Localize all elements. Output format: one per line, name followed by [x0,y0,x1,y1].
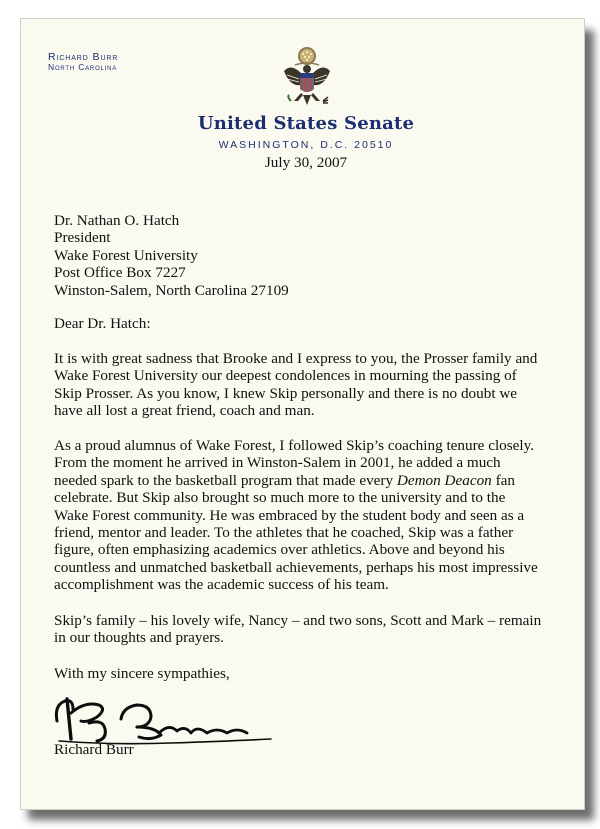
sender-name: Richard Burr [48,51,119,63]
letterhead-location: WASHINGTON, D.C. 20510 [218,139,394,151]
paragraph-line: As a proud alumnus of Wake Forest, I followed Skip’s coaching tenure closely. [54,437,535,454]
emphasis-team-name: Demon Deacon [396,471,492,489]
salutation: Dear Dr. Hatch: [54,315,151,332]
recipient-line: Winston-Salem, North Carolina 27109 [54,281,289,299]
recipient-address [54,212,289,299]
paragraph-line: celebrate. But Skip also brought so much more to the university and to the [54,489,506,507]
paragraph-line: It is with great sadness that Brooke and I express to you, the Prosser family and [54,350,538,367]
closing: With my sincere sympathies, [54,665,230,682]
letterhead-title: United States Senate [197,113,415,134]
paragraph-line: Wake Forest University our deepest condolences in mourning the passing of [54,367,517,385]
recipient-line: Dr. Nathan O. Hatch [54,212,180,229]
paragraph-line: friend, mentor and leader. To the athletes that he coached, Skip was a father [54,524,514,542]
paragraph-family [54,612,582,647]
sender-block [48,51,118,73]
paragraph-tribute [54,437,582,594]
paragraph-line: countless and unmatched basketball achievements, perhaps his most impressive [54,558,538,576]
paragraph-line: Skip’s family – his lovely wife, Nancy – and two sons, Scott and Mark – remain [54,612,542,629]
recipient-line: Post Office Box 7227 [54,264,186,282]
recipient-line: Wake Forest University [54,246,198,264]
paragraph-line: figure, often emphasizing academics over athletics. Above and beyond his [54,541,505,559]
paragraph-line [54,472,582,489]
text-run: needed spark to the basketball program that made every [54,471,397,489]
letter-page [20,18,585,810]
paragraph-line: Wake Forest community. He was embraced by the student body and seen as a [54,506,525,524]
text-run: fan [491,471,515,489]
paragraph-line: in our thoughts and prayers. [54,629,224,647]
recipient-line: President [54,229,111,247]
great-seal-eagle-icon [281,45,333,113]
signer-name: Richard Burr [54,741,134,758]
paragraph-line: have all lost a great friend, coach and man. [54,402,315,420]
handwritten-signature [51,683,276,749]
sender-state: North Carolina [48,62,118,73]
letter-date: July 30, 2007 [264,154,348,171]
paragraph-line: From the moment he arrived in Winston-Salem in 2001, he added a much [54,454,501,472]
paragraph-line: Skip Prosser. As you know, I knew Skip personally and there is no doubt we [54,384,518,402]
paragraph-condolences [54,350,582,420]
paragraph-line: accomplishment was the academic success of his team. [54,576,389,594]
